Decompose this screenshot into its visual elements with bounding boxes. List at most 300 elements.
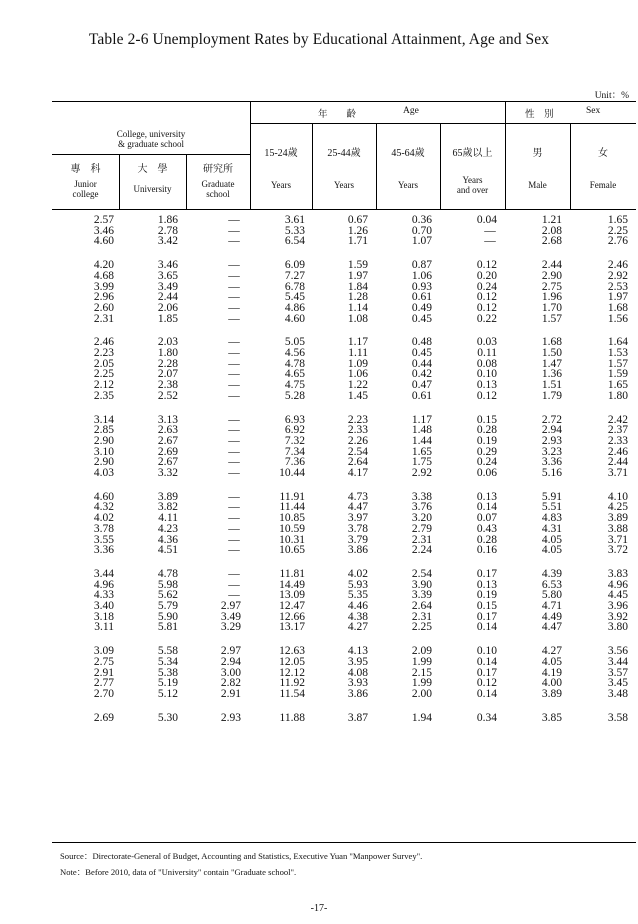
- table-cell: 2.33: [347, 424, 368, 437]
- table-cell: 7.32: [284, 434, 305, 447]
- table-cell: 2.05: [93, 357, 114, 370]
- table-cell: —: [484, 235, 496, 248]
- table-cell: 2.77: [93, 677, 114, 690]
- table-cell: 4.02: [93, 512, 114, 525]
- table-cell: 14.49: [279, 578, 305, 591]
- table-cell: 2.94: [541, 424, 562, 437]
- table-cell: —: [228, 291, 240, 304]
- table-cell: 3.65: [157, 269, 178, 282]
- table-cell: —: [228, 312, 240, 325]
- table-cell: 3.48: [607, 687, 628, 700]
- table-cell: 1.11: [348, 347, 368, 359]
- table-cell: 2.92: [607, 269, 628, 282]
- table-cell: 1.75: [411, 456, 432, 469]
- table-cell: 3.88: [607, 522, 628, 535]
- table-cell: 1.14: [347, 301, 368, 314]
- table-cell: 4.83: [541, 512, 562, 525]
- age-15-24-en: Years: [270, 180, 292, 190]
- header-divider: [570, 123, 571, 209]
- table-cell: 3.85: [541, 711, 562, 724]
- table-cell: 3.95: [347, 655, 368, 668]
- table-cell: 0.47: [411, 379, 432, 392]
- table-cell: 0.04: [476, 214, 497, 226]
- table-cell: 4.20: [93, 259, 114, 272]
- table-cell: 12.63: [279, 645, 305, 658]
- table-cell: 5.16: [541, 467, 562, 479]
- table-cell: 2.91: [93, 666, 114, 679]
- table-cell: 4.96: [607, 578, 628, 591]
- table-cell: 2.97: [220, 600, 241, 612]
- table-cell: —: [228, 490, 240, 503]
- table-cell: 2.09: [411, 645, 432, 658]
- table-cell: 2.69: [157, 445, 178, 458]
- table-cell: —: [228, 269, 240, 282]
- table-cell: 0.61: [411, 389, 432, 402]
- table-cell: 0.20: [476, 269, 497, 282]
- table-cell: 2.79: [411, 522, 432, 535]
- table-cell: 0.44: [411, 357, 432, 370]
- table-cell: 1.65: [607, 214, 628, 226]
- table-cell: 3.09: [93, 645, 114, 658]
- table-cell: 4.86: [284, 301, 305, 314]
- table-cell: —: [228, 224, 240, 237]
- female-en: Female: [589, 180, 617, 190]
- table-cell: 4.31: [541, 522, 562, 535]
- table-cell: 2.53: [607, 280, 628, 293]
- table-cell: 10.31: [279, 533, 305, 546]
- table-cell: —: [228, 578, 240, 591]
- table-cell: 1.70: [541, 301, 562, 314]
- table-cell: 3.58: [607, 711, 628, 724]
- table-cell: 0.13: [476, 379, 497, 392]
- age-65-over-zh: 65歲以上: [452, 148, 493, 159]
- table-cell: 7.34: [284, 445, 305, 458]
- table-cell: 2.92: [411, 467, 432, 479]
- table-cell: 0.48: [411, 336, 432, 349]
- table-cell: 11.44: [279, 501, 305, 514]
- table-cell: 0.14: [476, 655, 497, 668]
- table-cell: 3.83: [607, 567, 628, 580]
- table-cell: 1.26: [347, 224, 368, 237]
- table-cell: 1.57: [607, 357, 628, 370]
- table-cell: 4.65: [284, 368, 305, 381]
- table-cell: 0.67: [347, 214, 368, 226]
- table-cell: 1.22: [347, 379, 368, 392]
- table-cell: 11.92: [279, 677, 305, 690]
- table-cell: 13.17: [279, 621, 305, 634]
- table-cell: 5.45: [284, 291, 305, 304]
- table-cell: 4.10: [607, 490, 628, 503]
- table-cell: 0.15: [476, 600, 497, 612]
- table-cell: 5.19: [157, 677, 178, 690]
- table-cell: 0.17: [476, 567, 497, 580]
- table-cell: 0.24: [476, 456, 497, 469]
- table-cell: 2.97: [220, 645, 241, 658]
- table-cell: —: [228, 512, 240, 525]
- table-title: Table 2-6 Unemployment Rates by Educational Attainment, Age and Sex: [88, 31, 550, 48]
- table-cell: 2.44: [607, 456, 628, 469]
- table-cell: —: [228, 424, 240, 437]
- table-cell: 3.71: [607, 533, 628, 546]
- table-cell: 3.40: [93, 600, 114, 612]
- table-cell: 11.88: [279, 711, 305, 724]
- table-cell: 0.13: [476, 578, 497, 591]
- table-cell: 2.35: [93, 389, 114, 402]
- table-cell: 3.29: [220, 621, 241, 634]
- table-cell: 0.19: [476, 589, 497, 602]
- table-cell: 4.11: [158, 512, 178, 525]
- table-cell: 12.12: [279, 666, 305, 679]
- table-cell: 4.73: [347, 490, 368, 503]
- table-cell: 2.07: [157, 368, 178, 381]
- table-cell: 2.93: [541, 434, 562, 447]
- table-cell: 4.33: [93, 589, 114, 602]
- table-cell: 4.56: [284, 347, 305, 359]
- table-cell: —: [228, 434, 240, 447]
- table-cell: 3.56: [607, 645, 628, 658]
- table-cell: 2.00: [411, 687, 432, 700]
- table-cell: 1.06: [411, 269, 432, 282]
- table-cell: 4.13: [347, 645, 368, 658]
- table-cell: 2.70: [93, 687, 114, 700]
- table-cell: 1.56: [607, 312, 628, 325]
- table-cell: 10.59: [279, 522, 305, 535]
- header-bottom-rule: [52, 209, 636, 210]
- table-cell: —: [228, 467, 240, 479]
- table-cell: 6.09: [284, 259, 305, 272]
- table-cell: 5.34: [157, 655, 178, 668]
- table-cell: 5.79: [157, 600, 178, 612]
- table-cell: 12.05: [279, 655, 305, 668]
- table-cell: 3.49: [157, 280, 178, 293]
- table-cell: —: [228, 522, 240, 535]
- table-cell: 5.33: [284, 224, 305, 237]
- table-cell: 3.97: [347, 512, 368, 525]
- table-cell: 1.17: [411, 413, 432, 426]
- table-cell: 1.06: [347, 368, 368, 381]
- table-cell: 1.45: [347, 389, 368, 402]
- footnote: Note：Before 2010, data of "University" contain "Graduate school".: [60, 867, 297, 877]
- table-cell: 2.54: [411, 567, 432, 580]
- table-cell: 5.91: [541, 490, 562, 503]
- table-cell: 4.32: [93, 501, 114, 514]
- table-cell: 1.65: [607, 379, 628, 392]
- table-cell: 0.36: [411, 214, 432, 226]
- table-cell: 2.31: [411, 610, 432, 623]
- table-cell: 2.90: [93, 434, 114, 447]
- table-cell: 3.32: [157, 467, 178, 479]
- table-cell: —: [228, 357, 240, 370]
- table-cell: 2.15: [411, 666, 432, 679]
- table-cell: 2.78: [157, 224, 178, 237]
- table-cell: 3.44: [607, 655, 628, 668]
- table-cell: 0.93: [411, 280, 432, 293]
- source-note: Source：Directorate-General of Budget, Accounting and Statistics, Executive Yuan "Manpower Survey".: [60, 851, 423, 861]
- table-cell: 2.63: [157, 424, 178, 437]
- table-cell: 6.54: [284, 235, 305, 248]
- table-cell: 4.36: [157, 533, 178, 546]
- table-cell: 6.78: [284, 280, 305, 293]
- table-cell: 2.54: [347, 445, 368, 458]
- table-cell: 2.90: [541, 269, 562, 282]
- table-cell: 7.27: [284, 269, 305, 282]
- table-cell: 3.86: [347, 687, 368, 700]
- table-cell: 1.84: [347, 280, 368, 293]
- table-cell: 5.12: [157, 687, 178, 700]
- age-group-zh: 年 齡: [318, 110, 357, 120]
- college-group-header: College, university & graduate school: [116, 129, 186, 149]
- table-cell: 1.47: [541, 357, 562, 370]
- table-cell: 4.00: [541, 677, 562, 690]
- table-cell: 0.28: [476, 424, 497, 437]
- table-cell: —: [228, 368, 240, 381]
- table-cell: 1.09: [347, 357, 368, 370]
- table-cell: 1.36: [541, 368, 562, 381]
- table-cell: —: [228, 347, 240, 359]
- table-cell: 2.12: [93, 379, 114, 392]
- male-en: Male: [528, 180, 547, 190]
- table-cell: 0.22: [476, 312, 497, 325]
- table-cell: 0.19: [476, 434, 497, 447]
- table-cell: 4.05: [541, 544, 562, 557]
- table-cell: 2.68: [541, 235, 562, 248]
- table-cell: 4.47: [541, 621, 562, 634]
- table-cell: 5.62: [157, 589, 178, 602]
- table-cell: 3.99: [93, 280, 114, 293]
- table-cell: 3.89: [541, 687, 562, 700]
- table-cell: —: [228, 445, 240, 458]
- table-cell: 0.16: [476, 544, 497, 557]
- table-cell: 1.80: [157, 347, 178, 359]
- table-cell: 3.11: [94, 621, 114, 634]
- table-cell: 3.89: [157, 490, 178, 503]
- table-cell: 13.09: [279, 589, 305, 602]
- table-cell: 4.17: [347, 467, 368, 479]
- table-cell: —: [228, 413, 240, 426]
- table-cell: 1.94: [411, 711, 432, 724]
- table-cell: 11.81: [279, 567, 305, 580]
- table-cell: 2.72: [541, 413, 562, 426]
- table-row: [0, 688, 638, 700]
- table-cell: 2.06: [157, 301, 178, 314]
- header-divider: [376, 123, 377, 209]
- table-cell: 0.12: [476, 301, 497, 314]
- table-cell: 3.80: [607, 621, 628, 634]
- table-cell: 0.11: [477, 347, 497, 359]
- table-cell: 4.03: [93, 467, 114, 479]
- table-cell: 3.14: [93, 413, 114, 426]
- table-cell: 4.05: [541, 655, 562, 668]
- table-cell: 3.44: [93, 567, 114, 580]
- table-cell: 2.90: [93, 456, 114, 469]
- table-cell: 11.91: [279, 490, 305, 503]
- table-cell: 2.75: [541, 280, 562, 293]
- junior-college-en: Junior college: [72, 179, 99, 199]
- table-cell: 3.00: [220, 666, 241, 679]
- table-cell: —: [228, 280, 240, 293]
- table-cell: 0.45: [411, 312, 432, 325]
- table-cell: —: [228, 259, 240, 272]
- table-cell: 2.75: [93, 655, 114, 668]
- table-cell: 4.46: [347, 600, 368, 612]
- table-cell: 3.79: [347, 533, 368, 546]
- table-cell: —: [228, 301, 240, 314]
- table-row: [0, 544, 638, 556]
- table-cell: 2.94: [220, 655, 241, 668]
- table-cell: 1.07: [411, 235, 432, 248]
- table-cell: 0.08: [476, 357, 497, 370]
- table-cell: 2.91: [220, 687, 241, 700]
- age-25-44-zh: 25-44歲: [327, 148, 361, 159]
- table-row: [0, 390, 638, 402]
- table-cell: 3.76: [411, 501, 432, 514]
- table-top-rule: [52, 101, 636, 102]
- table-cell: 3.46: [157, 259, 178, 272]
- table-cell: 3.87: [347, 711, 368, 724]
- table-cell: 3.13: [157, 413, 178, 426]
- graduate-school-en: Graduate school: [201, 179, 235, 199]
- table-cell: 4.96: [93, 578, 114, 591]
- table-cell: —: [228, 235, 240, 248]
- table-cell: 2.57: [93, 214, 114, 226]
- table-cell: 1.57: [541, 312, 562, 325]
- table-cell: 0.61: [411, 291, 432, 304]
- university-zh: 大 學: [137, 164, 168, 175]
- table-cell: 2.25: [93, 368, 114, 381]
- table-cell: 1.21: [541, 214, 562, 226]
- table-cell: 1.65: [411, 445, 432, 458]
- table-cell: 2.33: [607, 434, 628, 447]
- table-cell: 3.39: [411, 589, 432, 602]
- table-cell: 2.60: [93, 301, 114, 314]
- age-group-en: Age: [403, 106, 419, 116]
- table-cell: 1.99: [411, 677, 432, 690]
- table-cell: 7.36: [284, 456, 305, 469]
- table-cell: 3.78: [93, 522, 114, 535]
- header-divider: [119, 154, 120, 209]
- table-cell: 3.55: [93, 533, 114, 546]
- table-cell: 0.43: [476, 522, 497, 535]
- age-15-24-zh: 15-24歲: [264, 148, 298, 159]
- table-cell: 1.96: [541, 291, 562, 304]
- table-cell: 0.14: [476, 687, 497, 700]
- table-cell: 0.03: [476, 336, 497, 349]
- table-cell: 4.08: [347, 666, 368, 679]
- table-cell: 4.45: [607, 589, 628, 602]
- table-cell: 6.53: [541, 578, 562, 591]
- table-cell: 2.38: [157, 379, 178, 392]
- male-zh: 男: [532, 148, 543, 159]
- table-cell: 4.60: [284, 312, 305, 325]
- table-cell: 1.50: [541, 347, 562, 359]
- table-cell: 1.71: [347, 235, 368, 248]
- table-cell: 6.92: [284, 424, 305, 437]
- college-group-rule: [52, 154, 250, 155]
- table-row: [0, 621, 638, 633]
- table-cell: 2.44: [541, 259, 562, 272]
- table-cell: 3.82: [157, 501, 178, 514]
- table-cell: 2.23: [93, 347, 114, 359]
- table-cell: 1.97: [347, 269, 368, 282]
- header-divider: [440, 123, 441, 209]
- table-cell: 0.34: [476, 711, 497, 724]
- table-cell: 5.93: [347, 578, 368, 591]
- table-cell: 0.17: [476, 666, 497, 679]
- table-cell: 0.87: [411, 259, 432, 272]
- table-cell: 1.64: [607, 336, 628, 349]
- table-cell: —: [228, 336, 240, 349]
- table-cell: 3.36: [93, 544, 114, 557]
- table-cell: 2.67: [157, 434, 178, 447]
- table-cell: 0.07: [476, 512, 497, 525]
- sex-group-zh: 性 別: [525, 110, 554, 120]
- table-cell: 3.18: [93, 610, 114, 623]
- table-cell: 5.90: [157, 610, 178, 623]
- table-cell: 1.51: [541, 379, 562, 392]
- graduate-school-zh: 研究所: [203, 164, 233, 175]
- table-cell: 2.37: [607, 424, 628, 437]
- table-cell: 11.54: [279, 687, 305, 700]
- table-cell: 2.67: [157, 456, 178, 469]
- table-cell: 0.17: [476, 610, 497, 623]
- table-cell: 3.72: [607, 544, 628, 557]
- table-cell: 3.49: [220, 610, 241, 623]
- table-cell: 0.14: [476, 501, 497, 514]
- table-cell: 0.70: [411, 224, 432, 237]
- table-cell: 12.47: [279, 600, 305, 612]
- table-cell: 0.15: [476, 413, 497, 426]
- table-cell: 1.44: [411, 434, 432, 447]
- table-cell: 5.28: [284, 389, 305, 402]
- table-cell: 2.46: [607, 445, 628, 458]
- table-row: [0, 467, 638, 479]
- table-cell: 4.49: [541, 610, 562, 623]
- table-cell: 0.28: [476, 533, 497, 546]
- table-cell: 3.46: [93, 224, 114, 237]
- table-cell: 1.59: [607, 368, 628, 381]
- table-cell: 3.61: [284, 214, 305, 226]
- table-cell: 0.12: [476, 259, 497, 272]
- table-cell: 3.57: [607, 666, 628, 679]
- table-cell: 1.48: [411, 424, 432, 437]
- table-cell: 5.05: [284, 336, 305, 349]
- table-cell: 4.60: [93, 235, 114, 248]
- table-cell: 4.78: [157, 567, 178, 580]
- table-cell: 5.81: [157, 621, 178, 634]
- table-cell: 3.93: [347, 677, 368, 690]
- table-cell: 5.80: [541, 589, 562, 602]
- female-zh: 女: [598, 148, 608, 159]
- table-cell: 3.36: [541, 456, 562, 469]
- table-cell: 2.44: [157, 291, 178, 304]
- table-cell: 3.42: [157, 235, 178, 248]
- table-cell: 1.99: [411, 655, 432, 668]
- table-cell: 4.78: [284, 357, 305, 370]
- table-cell: 4.23: [157, 522, 178, 535]
- table-cell: 12.66: [279, 610, 305, 623]
- table-cell: —: [228, 544, 240, 557]
- table-cell: 2.64: [347, 456, 368, 469]
- table-cell: 2.42: [607, 413, 628, 426]
- university-en: University: [133, 184, 172, 194]
- table-cell: 3.90: [411, 578, 432, 591]
- age-45-64-en: Years: [397, 180, 419, 190]
- table-cell: 4.19: [541, 666, 562, 679]
- table-cell: —: [484, 224, 496, 237]
- table-cell: 3.89: [607, 512, 628, 525]
- table-cell: 4.25: [607, 501, 628, 514]
- table-cell: —: [228, 533, 240, 546]
